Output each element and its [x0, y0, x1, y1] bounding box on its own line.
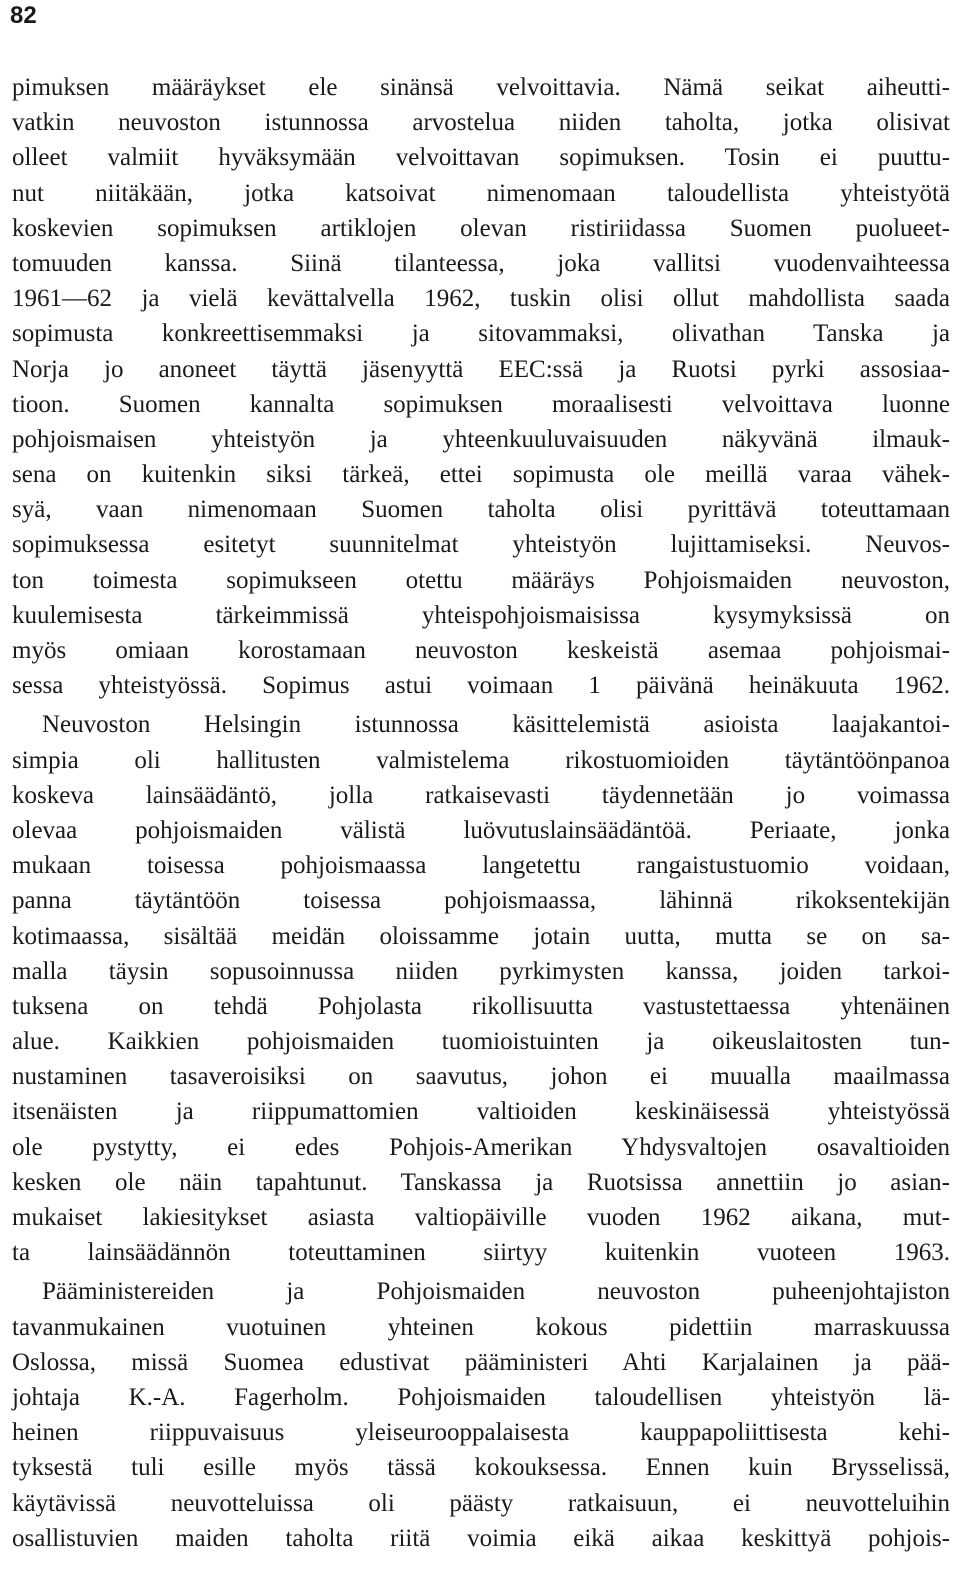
text-line: kesken ole näin tapahtunut. Tanskassa ja Ruotsissa annettiin jo asian- — [12, 1168, 950, 1196]
text-line: tavanmukainen vuotuinen yhteinen kokous pidettiin marraskuussa — [12, 1313, 950, 1341]
text-line: Oslossa, missä Suomea edustivat pääministeri Ahti Karjalainen ja pää- — [12, 1348, 950, 1376]
paragraph-2 — [12, 707, 950, 1270]
text-line: käytävissä neuvotteluissa oli päästy ratkaisuun, ei neuvotteluihin — [12, 1489, 950, 1517]
text-line: sopimusta konkreettisemmaksi ja sitovammaksi, olivathan Tanska ja — [12, 320, 950, 348]
text-line: kotimaassa, sisältää meidän oloissamme jotain uutta, mutta se on sa- — [12, 922, 950, 950]
text-line: mukaan toisessa pohjoismaassa langetettu rangaistustuomio voidaan, — [12, 852, 950, 880]
text-line: Pääministereiden ja Pohjoismaiden neuvoston puheenjohtajiston — [42, 1278, 950, 1306]
text-line: koskevien sopimuksen artiklojen olevan ristiriidassa Suomen puolueet- — [12, 214, 950, 242]
text-line: ton toimesta sopimukseen otettu määräys Pohjoismaiden neuvoston, — [12, 566, 950, 594]
text-line: panna täytäntöön toisessa pohjoismaassa, lähinnä rikoksentekijän — [12, 887, 950, 915]
paragraph-1 — [12, 70, 950, 703]
text-line: sena on kuitenkin siksi tärkeä, ettei sopimusta ole meillä varaa vähek- — [12, 461, 950, 489]
text-line: osallistuvien maiden taholta riitä voimia eikä aikaa keskittyä pohjois- — [12, 1524, 950, 1552]
text-line: simpia oli hallitusten valmistelema rikostuomioiden täytäntöönpanoa — [12, 746, 950, 774]
text-line: nut niitäkään, jotka katsoivat nimenomaan taloudellista yhteistyötä — [12, 179, 950, 207]
text-line: vatkin neuvoston istunnossa arvostelua niiden taholta, jotka olisivat — [12, 109, 950, 137]
text-line: heinen riippuvaisuus yleiseurooppalaisesta kauppapoliittisesta kehi- — [12, 1419, 950, 1447]
text-line: johtaja K.-A. Fagerholm. Pohjoismaiden taloudellisen yhteistyön lä- — [12, 1383, 950, 1411]
document-body — [12, 70, 950, 1556]
text-line: pohjoismaisen yhteistyön ja yhteenkuuluvaisuuden näkyvänä ilmauk- — [12, 425, 950, 453]
text-line: malla täysin sopusoinnussa niiden pyrkimysten kanssa, joiden tarkoi- — [12, 957, 950, 985]
text-line: ole pystytty, ei edes Pohjois-Amerikan Yhdysvaltojen osavaltioiden — [12, 1133, 950, 1161]
text-line: mukaiset lakiesitykset asiasta valtiopäiville vuoden 1962 aikana, mut- — [12, 1204, 950, 1231]
text-line: ta lainsäädännön toteuttaminen siirtyy kuitenkin vuoteen 1963. — [12, 1239, 950, 1267]
text-line: tioon. Suomen kannalta sopimuksen moraalisesti velvoittava luonne — [12, 390, 950, 418]
page-number: 82 — [10, 2, 37, 29]
text-line: pimuksen määräykset ele sinänsä velvoittavia. Nämä seikat aiheutti- — [12, 74, 950, 101]
text-line: sopimuksessa esitetyt suunnitelmat yhteistyön lujittamiseksi. Neuvos- — [12, 531, 950, 559]
text-line: 1961—62 ja vielä kevättalvella 1962, tuskin olisi ollut mahdollista saada — [12, 285, 950, 313]
text-line: olleet valmiit hyväksymään velvoittavan sopimuksen. Tosin ei puuttu- — [12, 144, 950, 172]
text-line: myös omiaan korostamaan neuvoston keskeistä asemaa pohjoismai- — [12, 637, 950, 664]
text-line: sessa yhteistyössä. Sopimus astui voimaan 1 päivänä heinäkuuta 1962. — [12, 672, 950, 700]
text-line: syä, vaan nimenomaan Suomen taholta olisi pyrittävä toteuttamaan — [12, 496, 950, 524]
text-line: Neuvoston Helsingin istunnossa käsittelemistä asioista laajakantoi- — [42, 711, 950, 739]
text-line: itsenäisten ja riippumattomien valtioiden keskinäisessä yhteistyössä — [12, 1098, 950, 1126]
paragraph-3 — [12, 1274, 950, 1556]
text-line: koskeva lainsäädäntö, jolla ratkaisevasti täydennetään jo voimassa — [12, 781, 950, 809]
text-line: tyksestä tuli esille myös tässä kokouksessa. Ennen kuin Brysselissä, — [12, 1454, 950, 1482]
text-line: tuksena on tehdä Pohjolasta rikollisuutta vastustettaessa yhtenäinen — [12, 992, 950, 1020]
text-line: tomuuden kanssa. Siinä tilanteessa, joka vallitsi vuodenvaihteessa — [12, 249, 950, 277]
text-line: kuulemisesta tärkeimmissä yhteispohjoismaisissa kysymyksissä on — [12, 601, 950, 629]
text-line: olevaa pohjoismaiden välistä luövutuslainsäädäntöä. Periaate, jonka — [12, 816, 950, 844]
text-line: nustaminen tasaveroisiksi on saavutus, johon ei muualla maailmassa — [12, 1063, 950, 1091]
text-line: Norja jo anoneet täyttä jäsenyyttä EEC:ssä ja Ruotsi pyrki assosiaa- — [12, 355, 950, 383]
text-line: alue. Kaikkien pohjoismaiden tuomioistuinten ja oikeuslaitosten tun- — [12, 1028, 950, 1056]
